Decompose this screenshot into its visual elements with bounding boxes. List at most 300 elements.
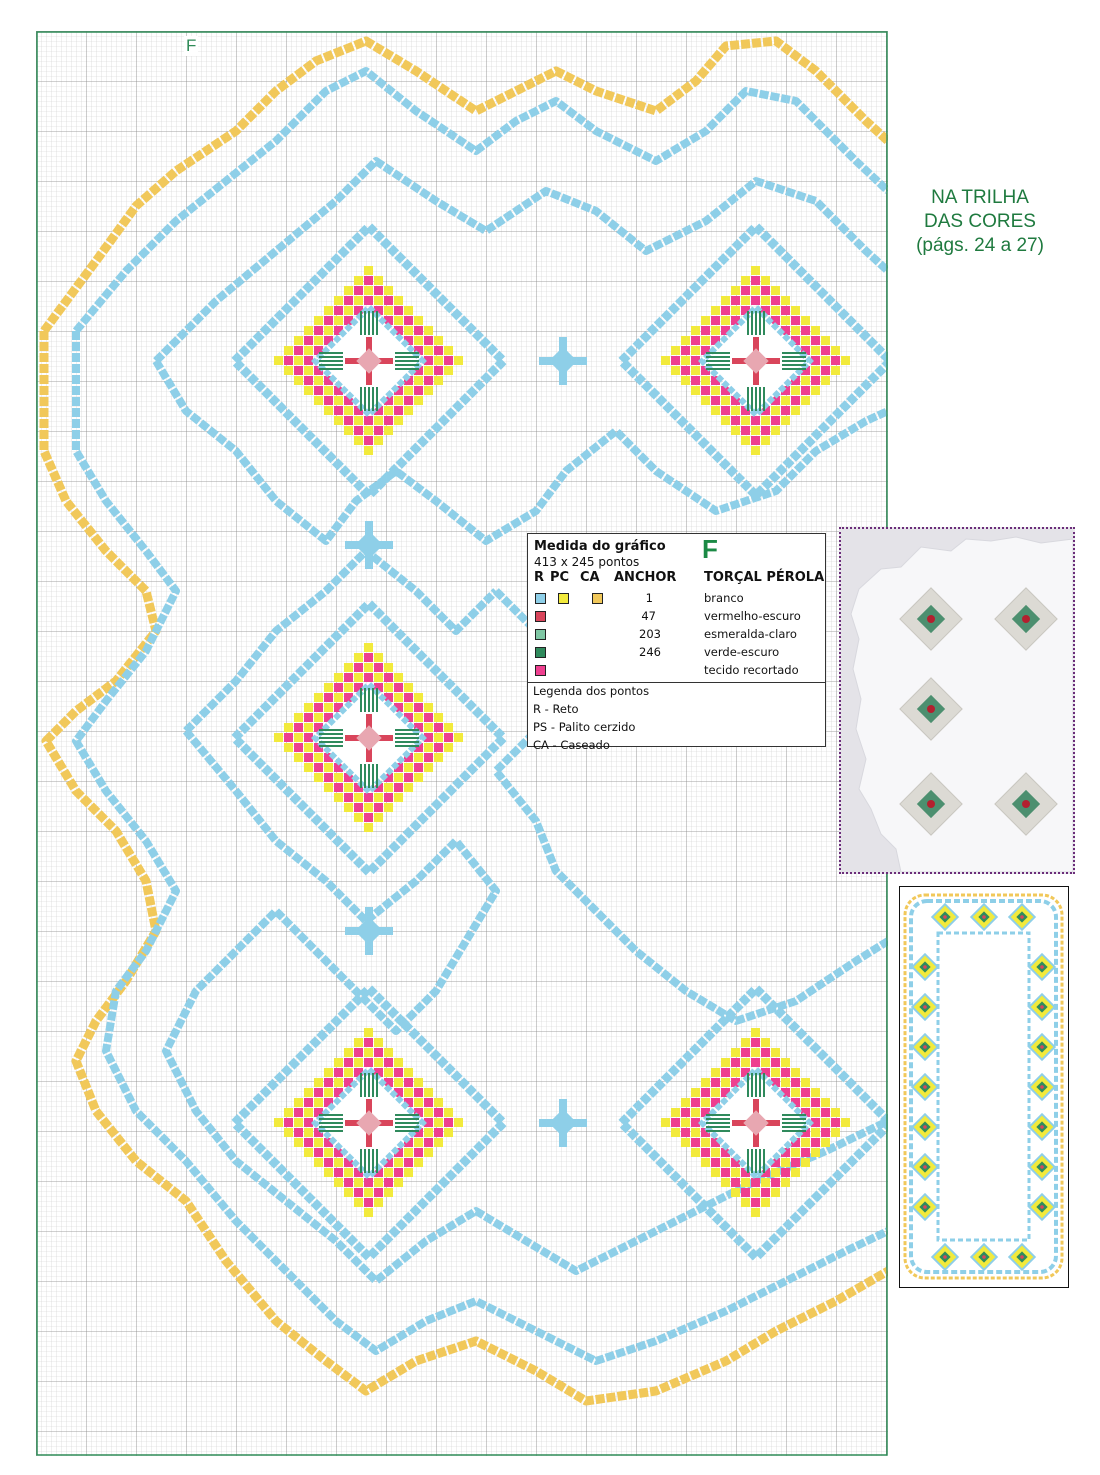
cut-square	[841, 1118, 850, 1127]
cut-square	[771, 306, 780, 315]
cut-square	[324, 1078, 333, 1087]
cut-square	[284, 723, 293, 732]
cut-square	[821, 1118, 830, 1127]
cut-square	[444, 1118, 453, 1127]
cut-square	[384, 306, 393, 315]
thumb-motif-dot	[923, 1125, 927, 1129]
cut-square	[751, 1028, 760, 1037]
cut-square	[304, 1138, 313, 1147]
cut-square	[404, 693, 413, 702]
cut-square	[761, 416, 770, 425]
cut-square	[404, 773, 413, 782]
cut-square	[284, 1108, 293, 1117]
cut-square	[434, 1118, 443, 1127]
cut-square	[781, 296, 790, 305]
swatch-r-icon	[535, 647, 546, 658]
cut-square	[414, 713, 423, 722]
cut-square	[384, 296, 393, 305]
cut-square	[334, 316, 343, 325]
cut-square	[414, 763, 423, 772]
cut-square	[384, 426, 393, 435]
cut-square	[791, 386, 800, 395]
cut-square	[771, 1058, 780, 1067]
cut-square	[721, 1168, 730, 1177]
cut-square	[761, 296, 770, 305]
cut-square	[721, 396, 730, 405]
cut-square	[434, 723, 443, 732]
thumb-motif	[932, 904, 957, 929]
cut-square	[334, 306, 343, 315]
anchor-number: 1	[645, 591, 653, 605]
cut-square	[711, 1148, 720, 1157]
cut-square	[771, 406, 780, 415]
cut-square	[294, 1128, 303, 1137]
cut-square	[324, 1148, 333, 1157]
stitch-legend-title: Legenda dos pontos	[533, 684, 650, 698]
cut-square	[831, 366, 840, 375]
cut-square	[364, 446, 373, 455]
thumb-motif-dot	[1040, 1005, 1044, 1009]
thumb-motif	[912, 1034, 937, 1059]
cut-square	[334, 406, 343, 415]
cut-square	[354, 1198, 363, 1207]
cut-square	[404, 316, 413, 325]
cut-square	[304, 713, 313, 722]
cut-square	[314, 693, 323, 702]
cut-square	[394, 773, 403, 782]
cut-square	[741, 276, 750, 285]
cut-square	[751, 426, 760, 435]
cut-square	[811, 346, 820, 355]
cut-square	[294, 336, 303, 345]
cut-square	[741, 1178, 750, 1187]
stitch-legend-item: PS - Palito cerzido	[533, 720, 636, 734]
thumb-motif	[912, 954, 937, 979]
swatch-ca-icon	[592, 593, 603, 604]
cut-square	[681, 376, 690, 385]
cut-square	[364, 813, 373, 822]
cut-square	[781, 1158, 790, 1167]
cut-square	[384, 406, 393, 415]
cut-square	[771, 296, 780, 305]
cut-square	[761, 1198, 770, 1207]
cut-square	[424, 1108, 433, 1117]
cut-square	[711, 1158, 720, 1167]
cut-square	[761, 276, 770, 285]
stitch-legend-item: CA - Caseado	[533, 738, 610, 752]
thumb-motif	[1029, 1114, 1054, 1139]
header-thread: TORÇAL PÉROLA	[704, 570, 825, 585]
cut-square	[691, 1108, 700, 1117]
cut-square	[424, 1138, 433, 1147]
cut-square	[811, 1088, 820, 1097]
cut-square	[434, 753, 443, 762]
cut-square	[364, 673, 373, 682]
cut-square	[394, 1078, 403, 1087]
legend-row	[528, 645, 825, 661]
cut-square	[801, 386, 810, 395]
cut-square	[384, 1178, 393, 1187]
cut-square	[424, 753, 433, 762]
cut-square	[384, 1168, 393, 1177]
cut-square	[741, 1188, 750, 1197]
cut-square	[324, 386, 333, 395]
cut-square	[711, 1068, 720, 1077]
cut-square	[424, 1088, 433, 1097]
cut-square	[314, 763, 323, 772]
cut-square	[324, 763, 333, 772]
cut-square	[314, 376, 323, 385]
cut-square	[304, 1108, 313, 1117]
cut-square	[731, 416, 740, 425]
cut-square	[821, 346, 830, 355]
cut-square	[751, 1188, 760, 1197]
cut-square	[831, 1128, 840, 1137]
cut-square	[414, 336, 423, 345]
cut-square	[294, 743, 303, 752]
cut-square	[344, 1048, 353, 1057]
thumb-motif	[932, 1244, 957, 1269]
cut-square	[394, 793, 403, 802]
cut-square	[284, 743, 293, 752]
cut-square	[354, 653, 363, 662]
cut-square	[384, 416, 393, 425]
cut-square	[424, 1098, 433, 1107]
cut-square	[741, 416, 750, 425]
cut-square	[444, 733, 453, 742]
thumb-motif-dot	[1020, 1255, 1024, 1259]
cut-square	[791, 306, 800, 315]
cut-square	[681, 336, 690, 345]
cut-square	[364, 643, 373, 652]
cut-square	[671, 366, 680, 375]
photo-motif-center	[1022, 615, 1030, 623]
cut-square	[821, 376, 830, 385]
cut-square	[364, 1208, 373, 1217]
cut-square	[801, 1138, 810, 1147]
cut-square	[324, 683, 333, 692]
cut-square	[711, 326, 720, 335]
cut-square	[741, 1058, 750, 1067]
cut-square	[364, 1028, 373, 1037]
thumb-motif-dot	[923, 1205, 927, 1209]
cut-square	[434, 733, 443, 742]
cut-square	[374, 436, 383, 445]
cut-square	[304, 753, 313, 762]
cut-square	[701, 1158, 710, 1167]
cut-square	[334, 793, 343, 802]
cut-square	[294, 1118, 303, 1127]
cut-square	[801, 326, 810, 335]
cut-square	[701, 1078, 710, 1087]
cut-square	[344, 306, 353, 315]
cut-square	[294, 356, 303, 365]
cut-square	[404, 1148, 413, 1157]
cut-square	[344, 793, 353, 802]
cut-square	[731, 306, 740, 315]
cut-square	[771, 416, 780, 425]
cut-square	[394, 1058, 403, 1067]
cut-square	[414, 396, 423, 405]
thread-name: vermelho-escuro	[704, 609, 801, 623]
cut-square	[811, 376, 820, 385]
cut-square	[741, 286, 750, 295]
cut-square	[334, 773, 343, 782]
cut-square	[681, 1128, 690, 1137]
cut-square	[424, 376, 433, 385]
full-design-thumbnail	[899, 886, 1069, 1288]
cut-square	[394, 416, 403, 425]
cut-square	[314, 1078, 323, 1087]
cut-square	[364, 1048, 373, 1057]
cut-square	[274, 356, 283, 365]
cut-square	[711, 396, 720, 405]
cut-square	[671, 1128, 680, 1137]
cut-square	[831, 346, 840, 355]
title-line-2: DAS CORES	[924, 211, 1036, 232]
page-title	[900, 186, 1060, 258]
cut-square	[791, 1078, 800, 1087]
cut-square	[771, 286, 780, 295]
cut-square	[701, 386, 710, 395]
cut-square	[811, 1128, 820, 1137]
cut-square	[731, 296, 740, 305]
thumb-motif-dot	[923, 1045, 927, 1049]
photo-motif-center	[1022, 800, 1030, 808]
cut-square	[841, 356, 850, 365]
cut-square	[374, 1038, 383, 1047]
cut-square	[731, 1168, 740, 1177]
cut-square	[364, 663, 373, 672]
cut-square	[434, 1128, 443, 1137]
cut-square	[791, 1088, 800, 1097]
cut-square	[324, 693, 333, 702]
thumb-motif-dot	[1040, 1125, 1044, 1129]
cut-square	[384, 663, 393, 672]
cut-square	[344, 406, 353, 415]
cut-square	[424, 386, 433, 395]
cut-square	[731, 426, 740, 435]
header-r: R	[534, 570, 545, 585]
cut-square	[294, 723, 303, 732]
cut-square	[394, 1168, 403, 1177]
cut-square	[374, 426, 383, 435]
thumb-motif	[1009, 904, 1034, 929]
cut-square	[414, 753, 423, 762]
cut-square	[314, 713, 323, 722]
cut-square	[801, 1088, 810, 1097]
cut-square	[781, 416, 790, 425]
thumb-motif	[1029, 1034, 1054, 1059]
cut-square	[364, 416, 373, 425]
cut-square	[741, 1048, 750, 1057]
cut-square	[701, 336, 710, 345]
cut-square	[444, 1128, 453, 1137]
cut-square	[691, 1098, 700, 1107]
cut-square	[424, 1148, 433, 1157]
cut-square	[384, 783, 393, 792]
cut-square	[831, 356, 840, 365]
cut-square	[791, 1158, 800, 1167]
cut-square	[404, 1068, 413, 1077]
cut-square	[324, 703, 333, 712]
legend-row	[528, 591, 825, 607]
cut-square	[304, 1148, 313, 1157]
cut-square	[344, 663, 353, 672]
cut-square	[751, 1178, 760, 1187]
cut-square	[681, 366, 690, 375]
cut-square	[424, 326, 433, 335]
cut-square	[761, 1048, 770, 1057]
cut-square	[344, 673, 353, 682]
photo-motif-center	[927, 705, 935, 713]
thumb-motif	[1009, 1244, 1034, 1269]
thumb-motif	[971, 904, 996, 929]
cut-square	[821, 1138, 830, 1147]
cut-square	[434, 713, 443, 722]
cut-square	[731, 1058, 740, 1067]
thumb-motif	[912, 1074, 937, 1099]
cut-square	[354, 793, 363, 802]
cut-square	[681, 1098, 690, 1107]
cut-square	[374, 276, 383, 285]
cut-square	[751, 1208, 760, 1217]
cut-square	[294, 733, 303, 742]
thumb-motif-dot	[982, 1255, 986, 1259]
cut-square	[811, 336, 820, 345]
cut-square	[414, 773, 423, 782]
cut-square	[404, 683, 413, 692]
cut-square	[294, 346, 303, 355]
cut-square	[344, 803, 353, 812]
cut-square	[374, 803, 383, 812]
cut-square	[404, 1168, 413, 1177]
cut-square	[324, 406, 333, 415]
thumb-motif	[1029, 1074, 1054, 1099]
chart-legend	[527, 533, 826, 752]
thumb-motif-dot	[943, 1255, 947, 1259]
thumb-motif	[912, 994, 937, 1019]
cut-square	[294, 1098, 303, 1107]
cut-square	[701, 376, 710, 385]
cut-square	[394, 316, 403, 325]
cut-square	[701, 1148, 710, 1157]
cut-square	[394, 296, 403, 305]
cut-square	[721, 406, 730, 415]
cut-square	[761, 1188, 770, 1197]
cut-square	[344, 683, 353, 692]
cut-square	[414, 693, 423, 702]
cut-square	[304, 1088, 313, 1097]
cut-square	[751, 446, 760, 455]
cut-square	[681, 1118, 690, 1127]
cut-square	[691, 386, 700, 395]
swatch-r-icon	[535, 629, 546, 640]
cut-square	[384, 673, 393, 682]
cut-square	[314, 386, 323, 395]
cut-square	[384, 683, 393, 692]
swatch-pc-icon	[558, 593, 569, 604]
cut-square	[811, 326, 820, 335]
cut-square	[424, 366, 433, 375]
cut-square	[374, 1058, 383, 1067]
cut-square	[364, 436, 373, 445]
cut-square	[314, 1088, 323, 1097]
thumb-motif	[1029, 1154, 1054, 1179]
cut-square	[721, 1068, 730, 1077]
cut-square	[801, 1148, 810, 1157]
cut-square	[691, 376, 700, 385]
cut-square	[751, 276, 760, 285]
cut-square	[434, 1098, 443, 1107]
cut-square	[771, 1188, 780, 1197]
cut-square	[434, 1108, 443, 1117]
cut-square	[314, 1098, 323, 1107]
cut-square	[294, 1108, 303, 1117]
cut-square	[781, 1058, 790, 1067]
legend-size: 413 x 245 pontos	[534, 555, 640, 569]
cut-square	[701, 316, 710, 325]
cut-square	[761, 1038, 770, 1047]
cut-square	[801, 336, 810, 345]
cut-square	[434, 346, 443, 355]
cut-square	[334, 1178, 343, 1187]
cut-square	[751, 1048, 760, 1057]
cut-square	[434, 366, 443, 375]
cut-square	[741, 436, 750, 445]
cut-square	[424, 346, 433, 355]
cut-square	[354, 426, 363, 435]
cut-square	[424, 743, 433, 752]
thread-name: verde-escuro	[704, 645, 780, 659]
cut-square	[811, 1108, 820, 1117]
cut-square	[334, 1168, 343, 1177]
cut-square	[831, 1118, 840, 1127]
cut-square	[294, 376, 303, 385]
cut-square	[344, 1168, 353, 1177]
cut-square	[324, 1158, 333, 1167]
cut-square	[661, 356, 670, 365]
cut-square	[304, 386, 313, 395]
cut-square	[751, 286, 760, 295]
thumb-motif	[1029, 994, 1054, 1019]
cut-square	[394, 306, 403, 315]
cut-square	[354, 286, 363, 295]
cut-square	[374, 1178, 383, 1187]
cut-square	[821, 1098, 830, 1107]
cut-square	[691, 1138, 700, 1147]
cut-square	[304, 346, 313, 355]
cut-square	[314, 396, 323, 405]
cut-square	[691, 1088, 700, 1097]
cut-square	[314, 336, 323, 345]
cut-square	[414, 1078, 423, 1087]
cut-square	[741, 426, 750, 435]
cut-square	[801, 376, 810, 385]
cut-square	[444, 356, 453, 365]
cut-square	[701, 1088, 710, 1097]
cut-square	[731, 406, 740, 415]
cut-square	[771, 426, 780, 435]
cut-square	[314, 316, 323, 325]
cut-square	[821, 1108, 830, 1117]
cut-square	[444, 366, 453, 375]
cut-square	[831, 1108, 840, 1117]
cut-square	[751, 1058, 760, 1067]
cut-square	[334, 296, 343, 305]
cut-square	[444, 1108, 453, 1117]
thumb-motif	[1029, 954, 1054, 979]
